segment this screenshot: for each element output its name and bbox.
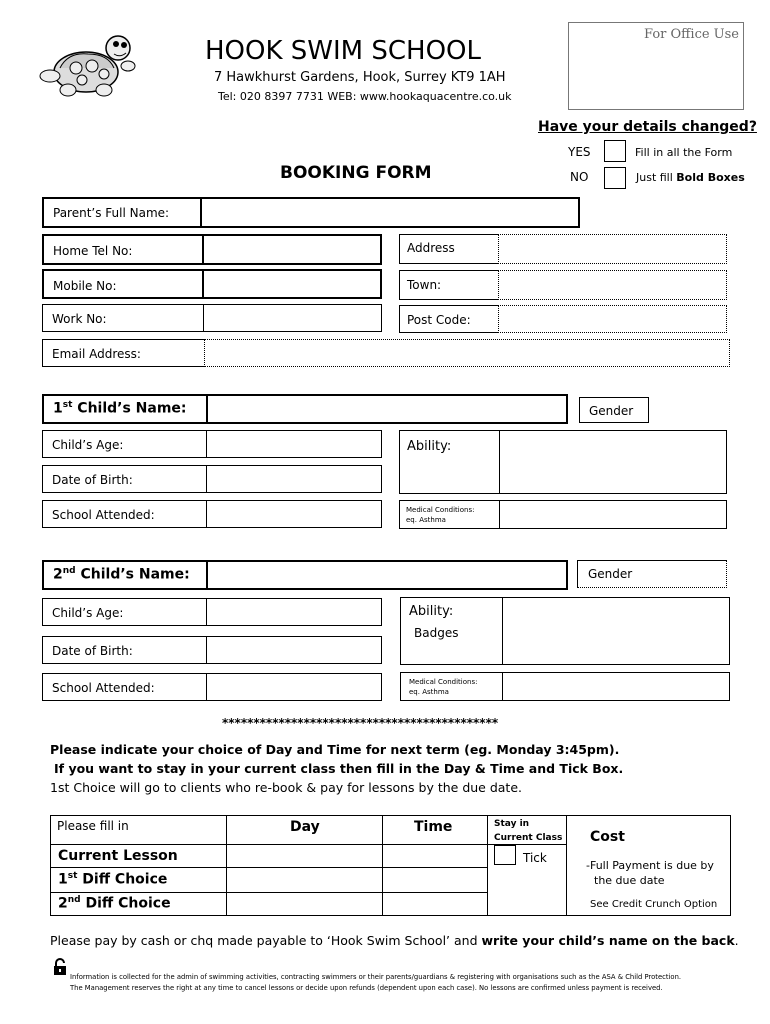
- child1-school-input[interactable]: [206, 500, 382, 528]
- turtle-logo: [38, 24, 138, 100]
- child2-medical-input[interactable]: [502, 672, 730, 701]
- choice2-time-input[interactable]: [383, 893, 487, 916]
- row2-text: Diff Choice: [80, 895, 171, 912]
- payment-instruction: [50, 933, 739, 948]
- yes-label: YES: [568, 145, 591, 159]
- child1-dob-input[interactable]: [206, 465, 382, 493]
- col-stay-header: Stay in Current Class: [494, 819, 563, 843]
- no-note-bold: Bold Boxes: [676, 171, 745, 184]
- child2-badges-label: Badges: [414, 626, 459, 640]
- form-title: BOOKING FORM: [280, 163, 432, 183]
- asterisk-separator: ********************************************: [222, 716, 499, 730]
- child2-school-label: School Attended:: [52, 681, 155, 695]
- child1-gender-label: Gender: [589, 404, 634, 418]
- row1-sup: st: [67, 871, 78, 881]
- child1-dob-label: Date of Birth:: [52, 473, 133, 487]
- payment-end: .: [734, 933, 739, 948]
- child2-name-input[interactable]: [206, 560, 568, 590]
- child1-name-text: Child’s Name:: [72, 400, 187, 417]
- cost-note-line1: -Full Payment is due by: [586, 859, 714, 872]
- row2-ordinal: 2: [58, 895, 68, 912]
- footer-line1: Information is collected for the admin of swimming activities, contracting swimmers or their parents/guardians & registering with organisations such as the ASA & Child Protection.: [70, 973, 682, 981]
- no-label: NO: [570, 170, 589, 184]
- child2-ordinal: 2: [53, 566, 63, 583]
- child2-age-input[interactable]: [206, 598, 382, 626]
- yes-note: Fill in all the Form: [635, 146, 733, 159]
- choice1-time-input[interactable]: [383, 868, 487, 892]
- child2-ability-label: Ability:: [409, 604, 454, 619]
- work-label: Work No:: [52, 312, 107, 326]
- work-input[interactable]: [203, 304, 382, 332]
- child1-gender-field[interactable]: [579, 397, 649, 423]
- choice1-day-input[interactable]: [227, 868, 382, 892]
- child1-name-label: [53, 400, 187, 417]
- post-code-input[interactable]: [498, 305, 727, 333]
- lock-icon: [52, 958, 68, 976]
- child1-medical-eg: eq. Asthma: [406, 516, 446, 524]
- email-input[interactable]: [204, 339, 730, 367]
- row2-sup: nd: [67, 895, 81, 905]
- child2-dob-label: Date of Birth:: [52, 644, 133, 658]
- row-second-choice: [58, 895, 171, 912]
- col-cost-header: Cost: [590, 829, 625, 845]
- current-day-input[interactable]: [227, 845, 382, 867]
- choice2-day-input[interactable]: [227, 893, 382, 916]
- parent-name-input[interactable]: [200, 197, 580, 228]
- child2-gender-label: Gender: [588, 567, 633, 581]
- child1-age-label: Child’s Age:: [52, 438, 124, 452]
- child1-school-label: School Attended:: [52, 508, 155, 522]
- row1-text: Diff Choice: [77, 871, 168, 888]
- child1-medical-label: Medical Conditions:: [406, 506, 475, 514]
- no-note-prefix: Just fill: [636, 171, 677, 184]
- town-input[interactable]: [498, 270, 727, 300]
- child2-age-label: Child’s Age:: [52, 606, 124, 620]
- mobile-label: Mobile No:: [53, 279, 117, 293]
- office-use-box[interactable]: [568, 22, 744, 110]
- no-note: [636, 171, 745, 184]
- tick-label: Tick: [523, 851, 547, 865]
- town-label: Town:: [407, 278, 442, 292]
- school-contact: Tel: 020 8397 7731 WEB: www.hookaquacentre.co.uk: [218, 90, 512, 103]
- child1-medical-input[interactable]: [499, 500, 727, 529]
- instruction-line1: Please indicate your choice of Day and Time for next term (eg. Monday 3:45pm).: [50, 742, 620, 757]
- col-day-header: Day: [290, 819, 320, 835]
- instruction-line2: If you want to stay in your current class then fill in the Day & Time and Tick Box.: [54, 761, 624, 776]
- child2-name-label: [53, 566, 190, 583]
- payment-text: Please pay by cash or chq made payable to ‘Hook Swim School’ and: [50, 933, 482, 948]
- child1-ordinal-sup: st: [62, 400, 73, 410]
- yes-checkbox[interactable]: [604, 140, 626, 162]
- child2-name-text: Child’s Name:: [75, 566, 190, 583]
- col-time-header: Time: [414, 819, 453, 835]
- cost-note-line2: the due date: [594, 874, 665, 887]
- current-time-input[interactable]: [383, 845, 487, 867]
- parent-name-label: Parent’s Full Name:: [53, 206, 170, 220]
- stay-tick-checkbox[interactable]: [494, 845, 516, 865]
- child1-ability-label: Ability:: [407, 439, 452, 454]
- row1-ordinal: 1: [58, 871, 68, 888]
- child2-dob-input[interactable]: [206, 636, 382, 664]
- no-checkbox[interactable]: [604, 167, 626, 189]
- cost-note-line3: See Credit Crunch Option: [590, 899, 718, 910]
- office-use-label: For Office Use: [644, 27, 739, 42]
- child2-medical-label: Medical Conditions:: [409, 678, 478, 686]
- col-fill-header: Please fill in: [57, 819, 129, 833]
- mobile-input[interactable]: [202, 269, 382, 299]
- home-tel-input[interactable]: [202, 234, 382, 265]
- school-title: HOOK SWIM SCHOOL: [205, 36, 481, 66]
- child2-medical-eg: eq. Asthma: [409, 688, 449, 696]
- child2-school-input[interactable]: [206, 673, 382, 701]
- home-tel-label: Home Tel No:: [53, 244, 133, 258]
- address-label: Address: [407, 241, 455, 255]
- child2-ability-input[interactable]: [502, 597, 730, 665]
- instruction-line3: 1st Choice will go to clients who re-book & pay for lessons by the due date.: [50, 780, 522, 795]
- child2-gender-field[interactable]: [577, 560, 727, 588]
- email-label: Email Address:: [52, 347, 141, 361]
- child1-ability-input[interactable]: [499, 430, 727, 494]
- footer-line2: The Management reserves the right at any time to cancel lessons or decide upon refunds (dependent upon each case). No lessons are confirmed unless payment is received.: [70, 984, 663, 992]
- post-code-label: Post Code:: [407, 313, 471, 327]
- child1-age-input[interactable]: [206, 430, 382, 458]
- details-changed-question: Have your details changed?: [538, 119, 757, 135]
- row-current-lesson: Current Lesson: [58, 848, 178, 864]
- school-address: 7 Hawkhurst Gardens, Hook, Surrey KT9 1AH: [214, 70, 506, 85]
- child1-name-input[interactable]: [206, 394, 568, 424]
- payment-bold: write your child’s name on the back: [481, 933, 735, 948]
- child1-ordinal: 1: [53, 400, 63, 417]
- address-input[interactable]: [498, 234, 727, 264]
- child2-ordinal-sup: nd: [62, 566, 76, 576]
- row-first-choice: [58, 871, 167, 888]
